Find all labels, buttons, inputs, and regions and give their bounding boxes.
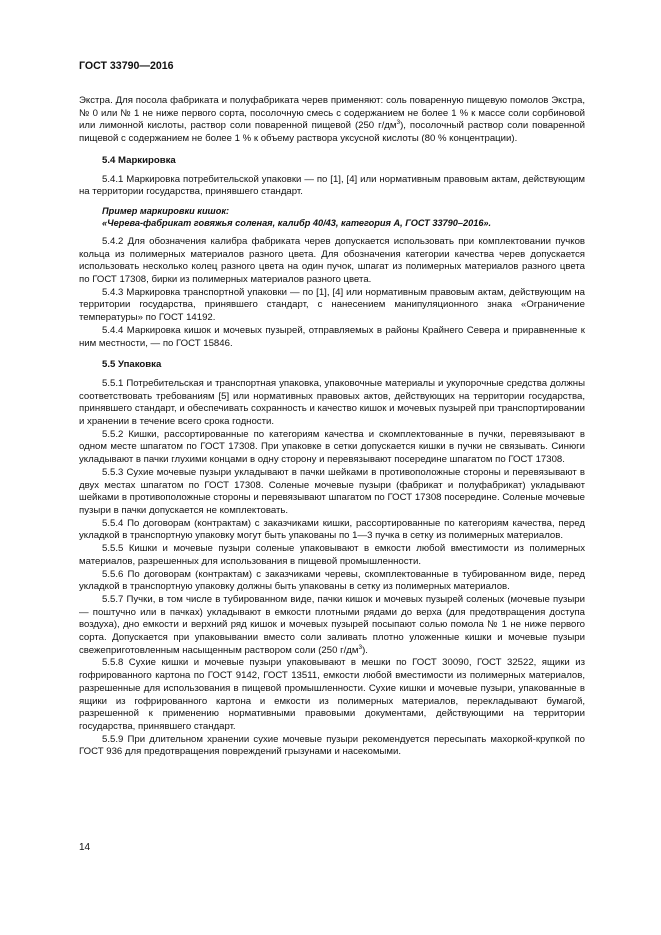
example-text: «Черева-фабрикат говяжья соленая, калибр 40/43, категория А, ГОСТ 33790–2016». [102,217,492,228]
document-header-title: ГОСТ 33790—2016 [79,60,174,72]
intro-text-part-2: ), посолочный раствор соли поваренной пищевой с содержанием не более 1 % к объему раствора уксусной кислоты (80 % концентрации). [79,120,585,145]
document-page [79,60,585,759]
marking-example [79,205,585,229]
section-5-5-title: 5.5 Упаковка [102,359,162,371]
paragraph-5-5-7-part-2: ). [362,644,368,656]
paragraph-5-4-4: 5.4.4 Маркировка кишок и мочевых пузырей, отправляемых в районы Крайнего Севера и приравненные к ним местности, — по ГОСТ 15846. [79,324,585,349]
paragraph-5-5-7-part-1: 5.5.7 Пучки, в том числе в тубированном виде, пачки кишок и мочевых пузырей соленых (мочевые пузыри — поштучно или в пачках) укладывают в емкости плотными рядами до верха (для предотвращения доступа воздуха), дно емкости и верхний ряд кишок и мочевых пузырей посыпают солью помола № 1 не ниже первого сорта. Допускается при упаковывании вместо соли заливать плотно уложенные кишки и мочевые пузыри свежеприготовленным насыщенным раствором соли (250 г/дм [79,593,585,656]
paragraph-5-5-7-superscript: 3 [358,643,363,651]
paragraph-5-5-9: 5.5.9 При длительном хранении сухие мочевые пузыри рекомендуется пересыпать махоркой-крупкой по ГОСТ 936 для предотвращения повреждений грызунами и насекомыми. [79,733,585,758]
paragraph-5-5-8: 5.5.8 Сухие кишки и мочевые пузыри упаковывают в мешки по ГОСТ 30090, ГОСТ 32522, ящики из гофрированного картона по ГОСТ 9142, ГОСТ 13511, емкости любой вместимости из полимерных материалов, разрешенные для использования в пищевой промышленности. Сухие кишки и мочевые пузыри, упакованные в ящики из гофрированного картона и емкости из полимерных материалов, перекладывают бумагой, разрешенной к применению нормативными правовыми документами, действующими на территории государства, принявшего стандарт. [79,657,585,732]
paragraph-5-5-6: 5.5.6 По договорам (контрактам) с заказчиками черевы, скомплектованные в тубированном виде, перед укладкой в транспортную упаковку должны быть упакованы в сетку из полимерных материалов. [79,568,585,593]
paragraph-5-4-3: 5.4.3 Маркировка транспортной упаковки — по [1], [4] или нормативным правовым актам, действующим на территории государства, принявшего стандарт, с нанесением манипуляционного знака «Ограничение температуры» по ГОСТ 14192. [79,286,585,324]
section-5-4-title: 5.4 Маркировка [102,154,176,166]
paragraph-5-4-1: 5.4.1 Маркировка потребительской упаковки — по [1], [4] или нормативным правовым актам, действующим на территории государства, принявшего стандарт. [79,173,585,198]
intro-text-part-1: Экстра. Для посола фабриката и полуфабриката черев применяют: соль поваренную пищевую помолов Экстра, № 0 или № 1 не ниже первого сорта, посолочную смесь с содержанием не более 1 % к массе соли сорбиновой или лимонной кислоты, раствор соли поваренной пищевой (250 г/дм [79,95,585,132]
example-label: Пример маркировки кишок: [102,205,230,216]
intro-paragraph [79,95,585,146]
paragraph-5-5-4: 5.5.4 По договорам (контрактам) с заказчиками кишки, рассортированные по категориям качества, перед укладкой в транспортную упаковку могут быть упакованы по 1—3 пучка в сетку из полимерных материалов. [79,517,585,542]
paragraph-5-5-3: 5.5.3 Сухие мочевые пузыри укладывают в пачки шейками в противоположные стороны и перевязывают в двух местах шпагатом по ГОСТ 17308. Соленые мочевые пузыри (фабрикат и полуфабрикат) укладывают шейками в противоположные стороны и перевязывают шпагатом по ГОСТ 17308 посередине. Соленые мочевые пузыри в пачки допускается не комплектовать. [79,466,585,516]
paragraph-5-5-2: 5.5.2 Кишки, рассортированные по категориям качества и скомплектованные в пучки, перевязывают в одном месте шпагатом по ГОСТ 17308. При упаковке в сетки допускается кишки в пучки не связывать. Синюги укладывают в пачки глухими концами в одну сторону и перевязывают посередине шпагатом по ГОСТ 17308. [79,428,585,466]
paragraph-5-4-2: 5.4.2 Для обозначения калибра фабриката черев допускается использовать при комплектовании пучков кольца из полимерных материалов разного цвета. Для обозначения категории качества черев допускается использовать несколько колец разного цвета на один пучок, шпагат из полимерных материалов разного цвета по ГОСТ 17308, бирки из полимерных материалов разного цвета. [79,235,585,286]
paragraph-5-5-7 [79,594,585,658]
paragraph-5-5-1: 5.5.1 Потребительская и транспортная упаковка, упаковочные материалы и укупорочные средства должны соответствовать требованиям [5] или нормативных правовых актов, действующих на территории государства, принявшего стандарт, и обеспечивать сохранность и качество кишок и мочевых пузырей при транспортировании и хранении в течение всего срока годности. [79,377,585,428]
intro-superscript: 3 [396,119,401,127]
page-number: 14 [79,842,91,853]
paragraph-5-5-5: 5.5.5 Кишки и мочевые пузыри соленые упаковывают в емкости любой вместимости из полимерных материалов, разрешенных для использования в пищевой промышленности. [79,543,585,567]
